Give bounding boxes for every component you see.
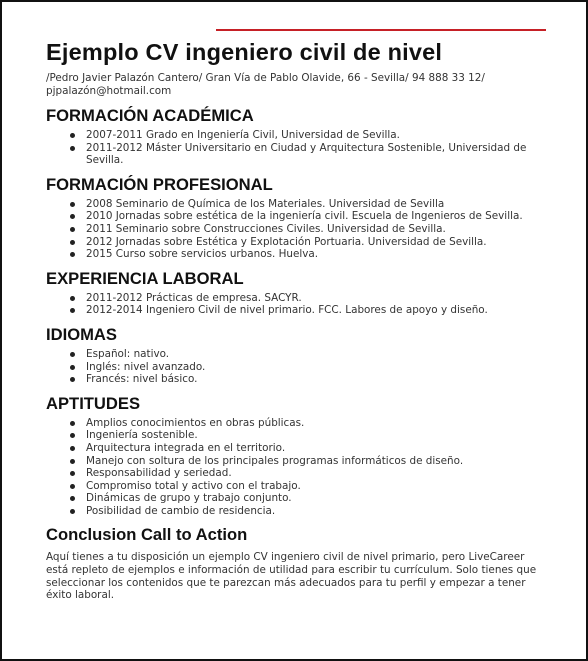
list-item: Ingeniería sostenible. [86, 429, 546, 442]
list-item: 2015 Curso sobre servicios urbanos. Huelva. [86, 248, 546, 261]
section-heading-experiencia: EXPERIENCIA LABORAL [46, 268, 244, 288]
section-heading-academica: FORMACIÓN ACADÉMICA [46, 106, 254, 125]
section-heading-idiomas: IDIOMAS [46, 324, 117, 344]
list-item: 2010 Jornadas sobre estética de la ingeniería civil. Escuela de Ingenieros de Sevilla. [86, 210, 546, 223]
list-item: 2012-2014 Ingeniero Civil de nivel primario. FCC. Labores de apoyo y diseño. [86, 304, 546, 317]
list-item: 2011 Seminario sobre Construcciones Civiles. Universidad de Sevilla. [86, 223, 546, 236]
list-item: 2008 Seminario de Química de los Materiales. Universidad de Sevilla [86, 198, 546, 211]
list-academica [46, 129, 546, 167]
list-item: Posibilidad de cambio de residencia. [86, 505, 546, 518]
list-item: Arquitectura integrada en el territorio. [86, 442, 546, 455]
conclusion-text: Aquí tienes a tu disposición un ejemplo CV ingeniero civil de nivel primario, pero LiveCareer está repleto de ejemplos e información de utilidad para escribir tu currículum. Solo tienes que seleccionar los contenidos que te parezcan más adecuados para tu perfil y empezar a tener éxito laboral. [46, 551, 537, 602]
list-idiomas [46, 348, 546, 386]
list-item: 2007-2011 Grado en Ingeniería Civil, Universidad de Sevilla. [86, 129, 546, 142]
contact-line: /Pedro Javier Palazón Cantero/ Gran Vía de Pablo Olavide, 66 - Sevilla/ 94 888 33 12/ pjpalazón@hotmail.com [46, 72, 485, 97]
list-item: Dinámicas de grupo y trabajo conjunto. [86, 492, 546, 505]
list-item: Inglés: nivel avanzado. [86, 361, 546, 374]
accent-rule [216, 29, 546, 31]
list-item: 2011-2012 Prácticas de empresa. SACYR. [86, 292, 546, 305]
section-heading-profesional: FORMACIÓN PROFESIONAL [46, 174, 273, 194]
section-heading-aptitudes: APTITUDES [46, 393, 141, 413]
list-item: Responsabilidad y seriedad. [86, 467, 546, 480]
list-experiencia [46, 292, 546, 317]
cv-content [46, 38, 546, 602]
section-heading-conclusion: Conclusion Call to Action [46, 525, 248, 545]
list-item: Manejo con soltura de los principales programas informáticos de diseño. [86, 455, 546, 468]
cv-title: Ejemplo CV ingeniero civil de nivel [46, 39, 443, 65]
list-aptitudes [46, 417, 546, 518]
list-item: Español: nativo. [86, 348, 546, 361]
list-item: Amplios conocimientos en obras públicas. [86, 417, 546, 430]
list-item: 2011-2012 Máster Universitario en Ciudad y Arquitectura Sostenible, Universidad de Sevilla. [86, 142, 546, 167]
list-item: 2012 Jornadas sobre Estética y Explotación Portuaria. Universidad de Sevilla. [86, 236, 546, 249]
list-profesional [46, 198, 546, 261]
list-item: Compromiso total y activo con el trabajo. [86, 480, 546, 493]
list-item: Francés: nivel básico. [86, 373, 546, 386]
